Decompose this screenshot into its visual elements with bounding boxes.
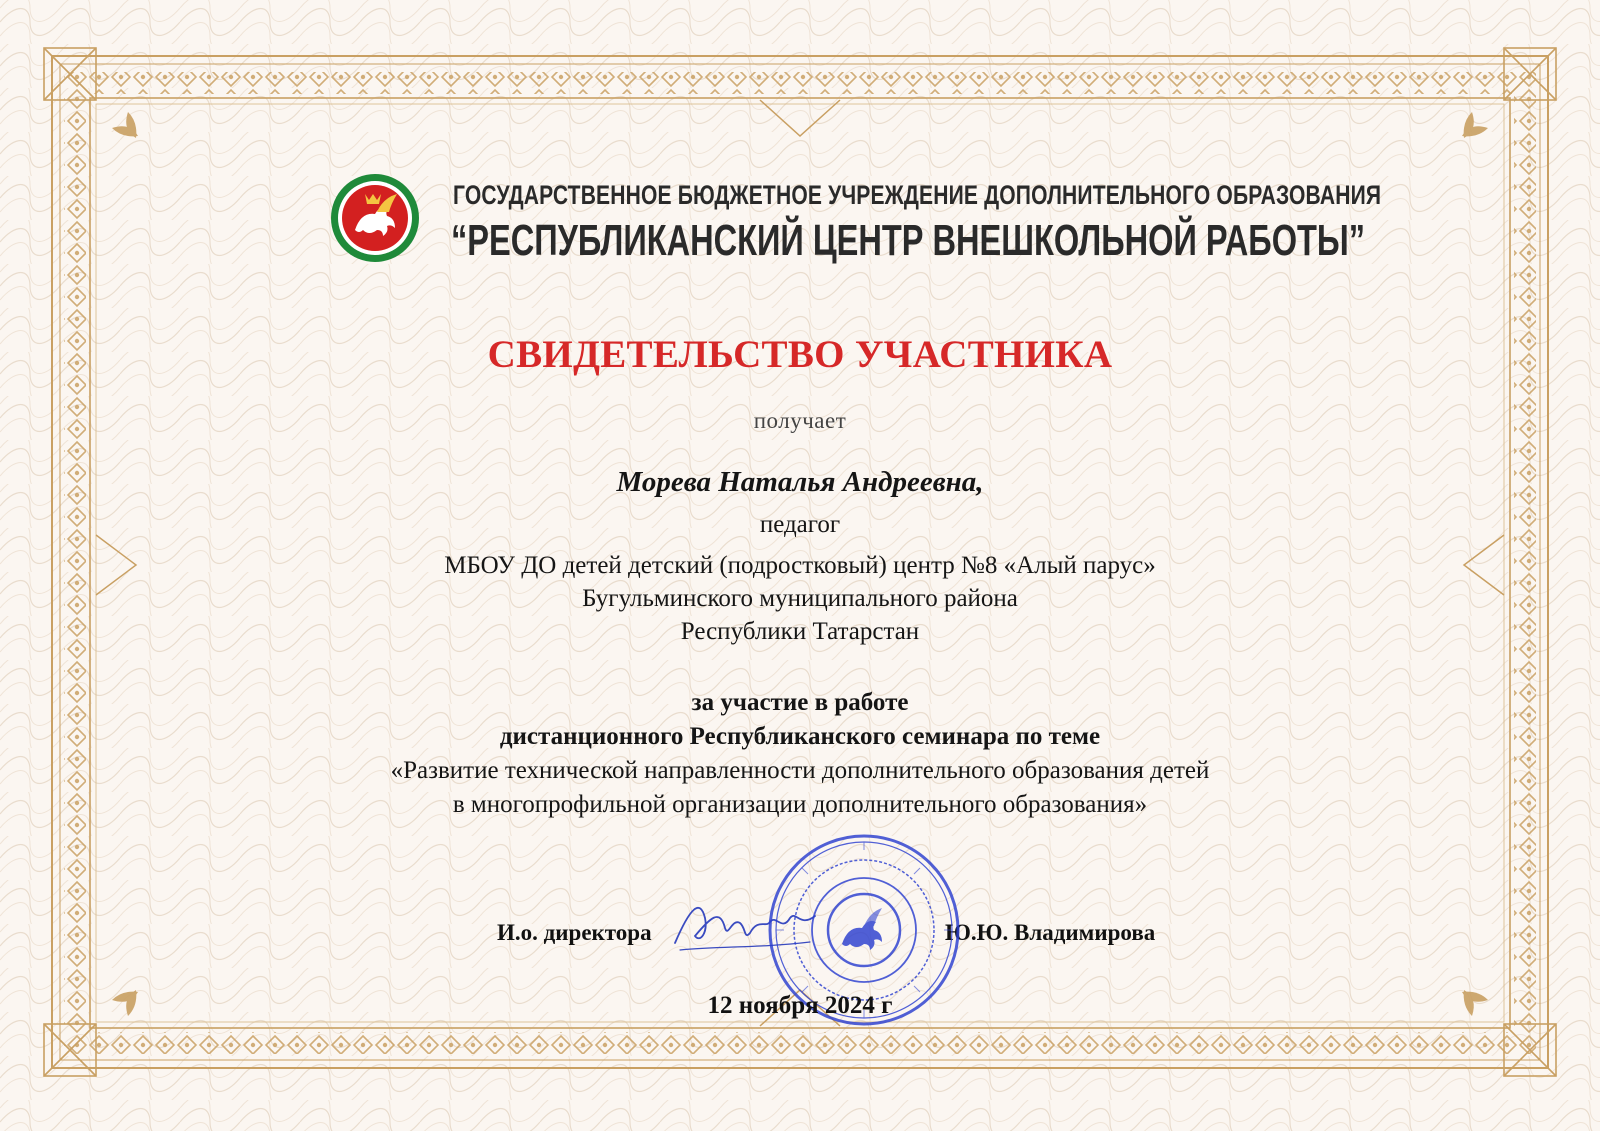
organization-type: ГОСУДАРСТВЕННОЕ БЮДЖЕТНОЕ УЧРЕЖДЕНИЕ ДОПОЛНИТЕЛЬНОГО ОБРАЗОВАНИЯ (453, 180, 1382, 210)
reason-line: за участие в работе (691, 689, 909, 716)
certificate-title: СВИДЕТЕЛЬСТВО УЧАСТНИКА (487, 333, 1113, 376)
seminar-topic (0, 754, 1600, 822)
tatarstan-emblem-icon (325, 172, 429, 264)
recipient-org-line: Республики Татарстан (680, 618, 920, 645)
reason-line: дистанционного Республиканского семинара по теме (499, 723, 1101, 750)
signatory-name: Ю.Ю. Владимирова (945, 920, 1156, 945)
receives-label: получает (753, 408, 847, 433)
topic-line: в многопрофильной организации дополнительного образования» (452, 791, 1148, 818)
header (325, 168, 1382, 268)
recipient-organization (0, 549, 1600, 648)
recipient-name: Морева Наталья Андреевна, (616, 466, 984, 498)
signatory-role: И.о. директора (497, 920, 652, 945)
issue-date: 12 ноября 2024 г (707, 992, 893, 1019)
recipient-org-line: Бугульминского муниципального района (582, 585, 1018, 612)
recipient-org-line: МБОУ ДО детей детский (подростковый) центр №8 «Алый парус» (444, 552, 1156, 579)
reason (0, 686, 1600, 754)
organization-name: “РЕСПУБЛИКАНСКИЙ ЦЕНТР ВНЕШКОЛЬНОЙ РАБОТЫ” (451, 216, 1366, 265)
recipient-position: педагог (759, 511, 841, 538)
topic-line: «Развитие технической направленности дополнительного образования детей (390, 757, 1210, 784)
